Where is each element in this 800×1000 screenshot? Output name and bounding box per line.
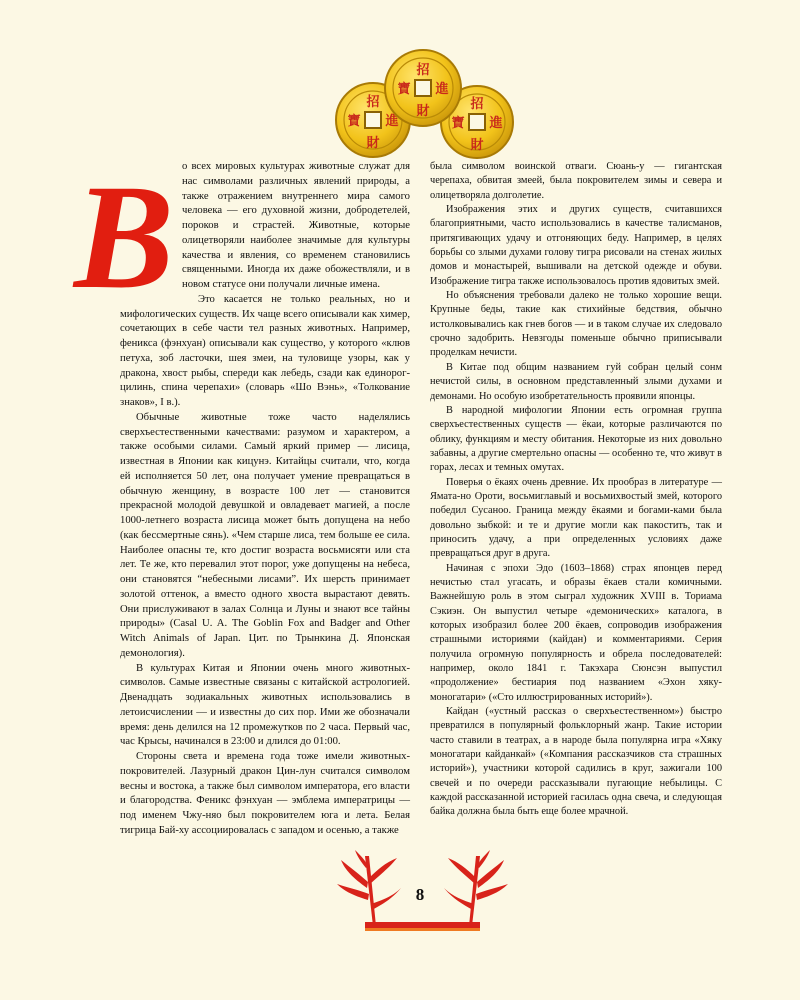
paragraph: была символом воинской отваги. Сюань-у — гигантская черепаха, обвитая змеей, была покровителем зимы и севера и олицетворяла долголетие. xyxy=(430,161,722,201)
drop-cap-letter: В xyxy=(73,165,175,305)
svg-text:寶: 寶 xyxy=(397,81,411,96)
svg-text:寶: 寶 xyxy=(347,113,361,128)
page-number: 8 xyxy=(415,885,425,904)
svg-text:進: 進 xyxy=(435,81,449,96)
svg-text:財: 財 xyxy=(470,137,484,152)
ornament-bar xyxy=(365,922,480,929)
paragraph: В Китае под общим названием гуй собран целый сонм нечистой силы, в основном представленный злыми духами и демонами. Но особую изобретательность проявили японцы. xyxy=(430,361,722,402)
svg-text:財: 財 xyxy=(416,103,430,118)
svg-text:寶: 寶 xyxy=(451,115,465,130)
paragraph: Начиная с эпохи Эдо (1603–1868) страх японцев перед нечистью стал угасать, и образы ёкаев стали комичными. Важнейшую роль в этом сыграл художник XVIII в. Ториама Сэкиэн. Он выпустил четыре «демонических» каталога, в которых изобразил более 200 ёкаев, сопроводив изображения страшными историями (кайдан) и комментариями. Серия получила огромную популярность и обрела последователей: например, около 1841 г. Такэхара Сюнсэн выпустил «продолжение» бестиария под названием «Эхон хяку-моногатари» («Сто иллюстрированных историй»). xyxy=(430,562,722,703)
paragraph: Это касается не только реальных, но и мифологических существ. Их чаще всего описывали как химер, сочетающих в себе части тел разных животных. Например, феникса (фэнхуан) описывали как существо, у которого «клюв петуха, зоб ласточки, шея змеи, на туловище узоры, как у дракона, хвост рыбы, спереди как лебедь, сзади как единорог-цилинь, спина черепахи» (словарь «Шо Вэнь», «Толкование знаков», I в.). xyxy=(120,293,410,408)
bamboo-left-sprig xyxy=(337,850,401,926)
bamboo-right-sprig xyxy=(444,850,508,926)
svg-text:招: 招 xyxy=(416,62,430,77)
right-column xyxy=(430,160,722,820)
paragraph: Обычные животные тоже часто наделялись сверхъестественными качествами: разумом и характером, а также особыми силами. Самый яркий пример — лисица, известная в Японии как кицунэ. Китайцы считали, что, когда ей исполняется 50 лет, она получает умение превращаться в обычную женщину, в возрасте 100 лет — становится прекрасной молодой девушкой и овладевает магией, а после 1000-летнего возраста лисица может быть допущена на небо (как бессмертные сянь). «Чем старше лиса, тем больше ее сила. Наиболее опасны те, кто достиг возраста восьмисяти или ста лет. Те же, кто перевалил этот порог, уже допущены на небеса, они становятся “небесными лисами”. Их шерсть принимает золотой оттенок, а вместо одного хвоста вырастают девять. Они прислуживают в залах Солнца и Луны и знают все тайны природы» (Casal U. A. The Goblin Fox and Badger and Other Witch Animals of Japan. Цит. по Трынкина Д. Японская демонология). xyxy=(120,411,410,659)
svg-text:招: 招 xyxy=(366,94,380,109)
paragraph: В культурах Китая и Японии очень много животных-символов. Самые известные связаны с китайской астрологией. Двенадцать зодиакальных животных использовались в летоисчислении — и известны до сих пор. Ими же обозначали время: день делился на 12 промежутков по 2 часа. Первый час, час Крысы, начинался в 23:00 и длился до 01:00. xyxy=(120,662,410,748)
svg-text:財: 財 xyxy=(366,135,380,150)
paragraph: Поверья о ёкаях очень древние. Их прообраз в литературе — Ямата-но Ороти, восьмиглавый и восьмихвостый змей, которого победил Сусаноо. Граница между ёкаями и богами-ками была довольно зыбкой: и те и другие могли как пакостить, так и приносить удачу, а при определенных условиях даже превращаться друг в друга. xyxy=(430,476,722,560)
paragraph: Изображения этих и других существ, считавшихся благоприятными, часто использовались в качестве талисманов, притягивающих удачу и отгоняющих беду. Например, в целях борьбы со злыми духами голову тигра рисовали на стенах жилых домов и монастырей, вышивали на детской одежде и обуви. Изображение тигра также использовалось против ядовитых змей. xyxy=(430,204,722,287)
coin-center xyxy=(385,50,461,126)
paragraph: о всех мировых культурах животные служат для нас символами различных явлений природы, а также отражением внутреннего мира самого человека — его духовной жизни, добродетелей, пороков и страстей. Животные, которые олицетворяли наиболее значимые для культуры качества и явления, со временем становились священными. Иногда их даже обожествляли, и в новом статусе они получали личные имена. xyxy=(182,161,410,290)
left-column xyxy=(120,160,410,839)
paragraph: Кайдан («устный рассказ о сверхъестественном») быстро превратился в популярный фольклорный жанр. Такие истории часто ставили в театрах, а в народе была популярна игра «Хяку моногатари кайданкай» («Компания рассказчиков ста страшных историй»), участники которой садились в круг, зажигали 100 свечей и по очереди рассказывали пугающие небылицы. С каждой рассказанной историей гасилась одна свеча, и следующая байка должна была быть еще более мрачной. xyxy=(430,706,722,818)
paragraph: В народной мифологии Японии есть огромная группа сверхъестественных существ — ёкаи, которые различаются по облику, функциям и месту обитания. Некоторые из них довольно забавны, а другие смертельно опасны — особенно те, что живут в горах, лесах и темных омутах. xyxy=(430,404,722,474)
svg-text:招: 招 xyxy=(470,96,484,111)
coins-illustration xyxy=(335,40,515,165)
svg-text:進: 進 xyxy=(385,113,399,128)
svg-text:進: 進 xyxy=(489,115,503,130)
paragraph: Но объяснения требовали далеко не только хорошие вещи. Крупные беды, такие как стихийные бедствия, обычно истолковывались как гнев богов — и в таком случае их следовало срочно задобрить. Невзгоды поменьше обычно приписывали проделкам нечисти. xyxy=(430,290,722,359)
paragraph: Стороны света и времена года тоже имели животных-покровителей. Лазурный дракон Цин-лун считался символом весны и востока, а также был символом императора, его власти и благородства. Феникс фэнхуан — эмблема императрицы — под именем Чжу-няо был покровителем юга и лета. Белая тигрица Бай-ху ассоциировалась с западом и осенью, а также xyxy=(120,751,410,836)
